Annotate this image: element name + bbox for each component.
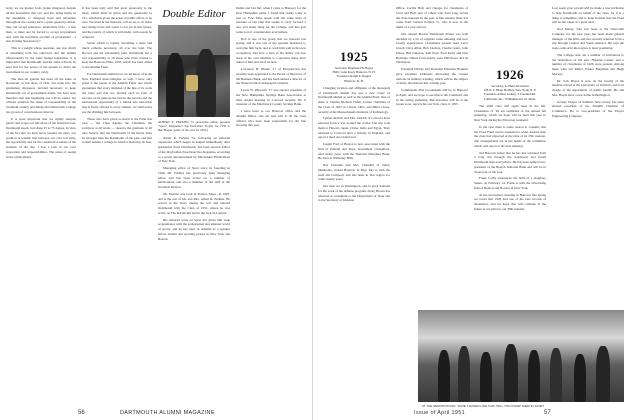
officer-line: Treasurer, Arthur Leahey, 3 Colonial Rd. [483, 92, 537, 97]
paragraph: In the case there is some reason to consider that the Class Fund can be extended to wider interest than the class had expected at the time of its 25th reunion. The arrangements are in the hands of the committee which will report at the next meeting. [474, 124, 546, 148]
paragraph: At the Secretaries' meeting in Hanover this spring we noted that 1926 had one of the best records of attendance, and we hope that will continue in the future as we plan for our 30th reunion. [474, 192, 546, 211]
class-officers [474, 84, 546, 101]
officer-line: Holly Lane Road, Hanover, N. H. [332, 70, 376, 75]
paragraph: Ned Emery, who has been at the Newcomb Company for the past year, has been made general manager of the firm, and has recently returned from a trip through Central and South America. He says the trade outlook in that region is most promising. [552, 27, 624, 50]
paragraph: Frank Colby announces the birth of a daughter, Susan, on February 14. Frank is with the advertising firm of Benton and Bowles in New York. [474, 176, 546, 190]
article-heading: Double Editor [162, 8, 226, 20]
officer-line: California, Inc., Williamstown 10, Mass. [484, 96, 536, 101]
paragraph: Dr. Jack Hayes is now on the faculty of the medical school at the University of Vermont, and is in charge of the department of public health. He and Mrs. Hayes have a new home in Burlington. [552, 78, 624, 97]
photo-caption: ALBERT R. PERKINS '51 (executive editor, presents "Sport" Magazine's Top Performer Trophy for 1950 to Ben Hogan, golfer of the year for 1950.) [158, 120, 230, 133]
paragraph: Lyman Aldrich and Mrs. Aldrich of Concord have returned from a trip around the world. The trip took them to Hawaii, Japan, China, India and Egypt. They returned to Concord after a holiday in England, and report a most successful tour. [318, 116, 390, 140]
class-year-heading: 1925 [340, 49, 368, 64]
paragraph: For Dartmouth alumni now we all know of in the New England intercollegiate as well. I have only given it the needs as the Alumni Fund, one which guarantees that every alumnus of the line of its work the trust; and that we, placing each its hour of success, as its purpose the best in the success and the educational opportunity of a liberal arts education that is freely offered to every student, we shall never see the dividing line between. [82, 71, 152, 114]
paragraph: One annual Boston Dartmouth dinner was well attended by a lot of regulars some amusing and new faculty appearances. Classmates present were Larry Jewell, Dave Allan, Bob Lindsay, Charlie Grant, John Peters, Bill Jameson, Sam Pratt, Fred Kirby and Don Hastings. Others from nearby were Phil Rowe and Al Thompson. [396, 31, 468, 65]
right-column-2 [396, 6, 468, 306]
left-column-1 [6, 6, 76, 161]
paragraph: The men all gazette has been all the same as Roosevelt, so but those of 1931, but some few, the gentlemen discussed, decided necessary to keep Dartmouth out of government hands. We have seen therefore that this beginning one will be raised, but without question the sense of responsibility of the twentieth century and things that Dartmouth College has grown of conscientious objector. [6, 76, 76, 114]
paragraph: Bob is one of the group that we honored last spring, and it was one of my greatest pleasures to welcome him back, and to wish him well in his new occupation. Just how a man of his ability can lose track of his own machine is a question many have asked of him and all of us here. [236, 36, 306, 65]
class-officers [318, 66, 390, 83]
paragraph: Mr. Perkins was born in Boston, Mass., in 1925, and is the son of Mr. and Mrs. Albert R. Perkins. He served in the Navy during the war and entered Dartmouth with the Class of 1951, where he was active on The Dartmouth and in the Jack-O-Lantern. [158, 191, 230, 215]
right-column-3 [474, 6, 546, 306]
left-column-3 [158, 6, 230, 243]
paragraph: Our men are in Washington, and in great demand for the work of the defense program. Doug Brown has returned as consultant to the Department of State and to the Secretary of Defense. [318, 184, 390, 203]
paragraph: George Thayer of Summit, New Jersey, has been elected president of the Summit Chamber of Commerce. He is vice-president of the Thayer Engineering Company. [552, 99, 624, 118]
paragraph: Seven which is rapidly becoming a mass and much remains necessary, all over the land. The Hoover and his scholarship plan, Dartmouth has a real responsibility to all those who have trusted to keep the Hanover Plain, 1935, which has been added to the Alumni Fund. [82, 41, 152, 69]
paragraph: The 1926 class will again meet in the fall. Classmates of '26 are reminded of the annual fall gathering, which we hope will be held this year in New York during the Princeton weekend. [474, 103, 546, 123]
photo-caption: AT THE SENIOR PICNIC: 'DIXIE' LOOKED LIKE THIS. WILL YOU KNOW THEM IN JUNE? [422, 404, 545, 408]
paragraph: Joseph Ford of Boston is now associated with the firm of Putnam and Rose, investment counsellors, after many years with the National Shawmut Bank. He lives at Wellesley Hills. [318, 142, 390, 161]
paragraph: His editorial work on Sport has given him wide acquaintance with the professional and amateur world of sports, and he has been in demand as a speaker before alumni and sporting groups in New York and Boston. [158, 217, 230, 241]
paragraph: Lawrence H. Hunter '17 of Morgantown has recently been appointed to the Board of Directors of the Business Bank, and has been named a director of the Western Union Telegraph Company. [236, 67, 306, 86]
paragraph: Ted Bascom writes that he has just returned from a long trip through the Southwest and found Dartmouth men everywhere. He has been named vice-president of the Boston National Bank and will be in Texas part of the year. [474, 150, 546, 174]
paragraph: This is a weight whose question, one was which is disturbing both the educators and the alumni affectionately by the same budget legislation. It is imperative that Dartmouth, and the same schools, be kept free for the power of the present to direct the investment in our country today. [6, 46, 76, 74]
issue-footer: Issue of April 1951 [414, 410, 465, 416]
officer-line: Secretary, Raymond B. Hayes [334, 66, 374, 70]
left-page [0, 0, 313, 420]
paragraph: body, we are greater fools (some disagreed, despite all the necessities that can, and are, being made, in the meantime, to disagree) hope and adventure throughout the country have a quite general position. One can accept sentences, unalterable facts - a true man, or must one be forced to accept government and, with the inevitable swollen of government - a less inviting bureaucracy? [6, 6, 76, 44]
left-column-2 [82, 6, 152, 147]
right-column-4 [552, 6, 624, 306]
right-column-1 [318, 6, 390, 205]
page-number: 57 [544, 410, 551, 416]
paragraph: I have been to our Hanover office and the Alumni Office, and our best will to all the class officers who have been responsible for the fine showing this year. [236, 109, 306, 128]
class-year-heading: 1926 [496, 67, 524, 82]
senior-picnic-photo [418, 310, 624, 402]
paragraph: Office, Cecilia Hall, and charges for classmates of Scott and Bell, and of others who have long served the class interests in the past. A fine reunion letter has come from Cannon Pollard, Jr., who is now in the midst of a year abroad. [396, 6, 468, 29]
paragraph: Dallas and last fall, when I came to Hanover for the New Hampshire game, I found that reality today is just so. Few folks speak with the same kind of pleasure of any plan that seems to carry forward a new and better thing for the College, and this gets some sort of consideration everywhere. [236, 6, 306, 34]
portrait-photo [158, 25, 230, 117]
paragraph: Managing editor of Sport since its founding in 1946, Mr. Perkins has previously been managing editor and has been active on a number of publications, and also a member of the staff of the Graduate Review. [158, 166, 230, 190]
paragraph: Ray Chandler and Mrs. Chandler of Tulsa, Oklahoma, visited Hanover in May. Ray is with the Gulf Oil Company and has been in that region for some twenty years. [318, 163, 390, 182]
paragraph: Commander Phil Crookshank will be in Hanover in April, and we hope to see him at the Commons and in the spring gathering. Ben Knowles will be at the Green soon, reports his son Tom, class of 1955. [396, 88, 468, 107]
paragraph: President Dickey and President Emeritus Hopkins gave excellent addresses discussing the current outlook on military training, which will be the subject of many discussions this coming year. [396, 67, 468, 86]
officer-line: 108 N. T. Bldg. Bradley, New York, N. Y. [483, 88, 537, 93]
paragraph: Changing location and affiliation of the thousands of Dartmouth alumni has put a new roster of Dartmouth alumni as well as the Alumni Fund. One of these is Charles Richard Fisher, former chairman of the Class of 1925 in Canton, Ohio, and Miles Chase, recently at the Massachusetts Institute of Technology. [318, 85, 390, 114]
magazine-footer: DARTMOUTH ALUMNI MAGAZINE [120, 410, 215, 416]
paragraph: It is most important that we rigidly sharpen public and scope our full share of the financial load. Dartmouth needs, but sharp 25 to 75 degree. In view of the fact that we have never needed our entry, our position is tenable that between our own lost time, the opportunity and for the constructive nature of the students of the day, 1 has a task of our own proportion and responsibilities. The sense of seeing in the achievement. [6, 116, 76, 159]
right-page [314, 0, 628, 420]
paragraph: Those who have given so much to the Fund this year — the Class Agents, the Chairmen, the solicitors at all levels — deserve the gratitude of all who believe that the Dartmouth of the future must be stronger than the Dartmouth of the past, and that it shall remain a college in which a man may be free. [82, 116, 152, 145]
officer-line: Secretary, A. Hunt Stevenson [491, 84, 529, 88]
paragraph: The College sent out a number of invitations to the dedication of the new Hopkins Center, and a number of classmates of 1926 were present. Among these were Art Miller, Parker Benjamin and Hugh Mackay. [552, 52, 624, 76]
officer-line: Treasurer, Ralph E. Rogers [336, 74, 372, 79]
page-number: 56 [78, 410, 85, 416]
paragraph: It has been truly said that great generosity is the heart, which must be given and the generosity in fact, which has given the sense of public effort, to be sure. We must in the interests, call on us, to do these new things if the end wants to not yet in that future, and the results of which is with them, with reason be achieved. [82, 6, 152, 39]
paragraph: Last week your scream will be made a true invitation to help Dartmouth on behalf of the class, for it is a thing to remember, and to keep in mind that the Fund will be the cause of a great deal. [552, 6, 624, 25]
paragraph: Albert R. Perkins '51, following an editorial experience which began in August immediately after graduation from Dartmouth, has been elected Editor of the Macfadden True Detective magazine, according to a recent announcement by Macfadden Publications of New York. [158, 135, 230, 164]
left-column-4 [236, 6, 306, 130]
paragraph: Lewis W. Dilworth '17 was elected president of the New Hampshire Savings Bank Association at their annual meeting in Concord recently. He is treasurer of the Merrimack County Savings Bank. [236, 88, 306, 107]
officer-line: Hanover, N. H. [344, 78, 364, 83]
